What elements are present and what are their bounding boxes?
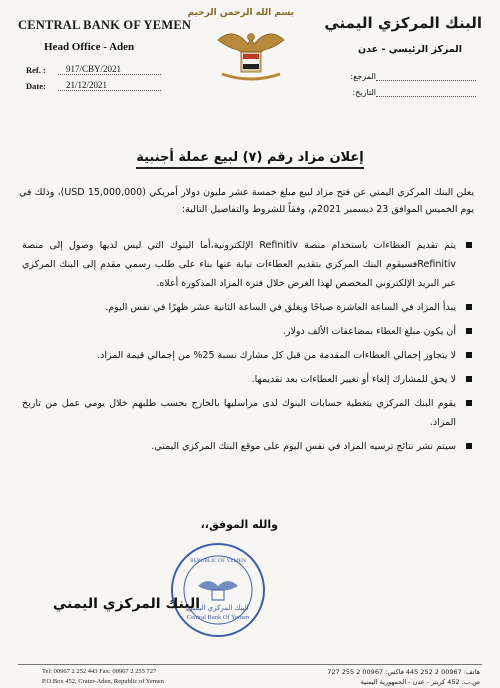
stamp-text-en: Central Bank Of Yemen [186, 614, 250, 621]
stamp-seal-icon [168, 540, 268, 640]
intro-paragraph: يعلن البنك المركزي اليمني عن فتح مزاد لبيع مبلغ خمسة عشر مليون دولار أمريكي (15,000,000 USD)، وذلك في يوم الخميس الموافق 23 ديسمبر 2021م، وفقاً للشروط والتفاصيل التالية: [19, 187, 474, 215]
footer-tel-en: Tel: 00967 2 252 443 Fax: 00967 2 255 727 [42, 668, 157, 675]
bank-name-en: CENTRAL BANK OF YEMEN [18, 18, 192, 32]
list-item: يقوم البنك المركزي بتغطية حسابات البنوك لدى مراسليها بالخارج بحسب طلبهم خلال يومي عمل من تاريخ المزاد. [22, 394, 472, 432]
ref-row-ar [350, 72, 480, 81]
terms-list [22, 236, 472, 461]
eagle-icon [208, 18, 294, 88]
ref-value: 917/CBY/2021 [58, 64, 161, 75]
announcement-title: إعلان مزاد رقم (٧) لبيع عملة أجنبية [0, 150, 500, 165]
closing-text: والله الموفق،، [200, 518, 278, 531]
ref-label-ar: المرجع: [350, 72, 376, 81]
list-item: لا يتجاوز إجمالي العطاءات المقدمة من قبل كل مشارك نسبة 25% من إجمالي قيمة المزاد. [22, 346, 472, 365]
list-item: يتم تقديم العطاءات باستخدام منصة Refinitiv الإلكترونية،أما البنوك التي ليس لديها وصول إلى منصة Refinitivفسيقوم البنك المركزي بتقديم العطاءات نيابة عنها بناء على طلب رسمي مقدم إلى البنك المركزي عبر البريد الإلكتروني المخصص لهذا الغرض خلال فترة المزاد المذكورة أعلاه. [22, 236, 472, 293]
date-label-ar: التاريخ: [352, 88, 376, 97]
footer-address-en: P.O.Box 452, Crater-Aden, Republic of Yemen [42, 678, 164, 685]
list-item: لا يحق للمشارك إلغاء أو تغيير العطاءات بعد تقديمها. [22, 370, 472, 389]
head-office-en: Head Office - Aden [44, 41, 135, 53]
date-row [26, 80, 161, 91]
basmala-inscription: بسم الله الرحمن الرحيم [187, 8, 294, 18]
footer-divider [18, 664, 482, 665]
bank-name-ar: البنك المركزي اليمني [324, 14, 482, 32]
date-row-ar [353, 88, 480, 97]
footer-tel-ar: هاتف: 00967 2 252 445 فاكس: 00967 2 255 727 [327, 668, 480, 676]
stamp-text-ar: البنك المركزي اليمني [187, 604, 249, 612]
ref-row [26, 64, 161, 75]
list-item: سيتم نشر نتائج ترسيه المزاد في نفس اليوم على موقع البنك المركزي اليمني. [22, 437, 472, 456]
signature-text: البنك المركزي اليمني [52, 596, 200, 612]
stamp-republic: REPUBLIC OF YEMEN [190, 558, 246, 564]
footer-address-ar: ص.ب: 452 كريتر - عدن - الجمهورية اليمنية [360, 678, 480, 686]
list-item: يبدأ المزاد في الساعة العاشرة صباحًا ويغلق في الساعة الثانية عشر ظهرًا في نفس اليوم. [22, 298, 472, 317]
head-office-ar: المركز الرئيسي - عدن [358, 44, 462, 55]
date-label: Date: [26, 81, 46, 91]
date-value: 21/12/2021 [58, 80, 161, 91]
ref-label: Ref. : [26, 65, 46, 75]
yemen-emblem [187, 8, 294, 90]
official-stamp [168, 540, 268, 640]
list-item: أن يكون مبلغ العطاء بمضاعفات الألف دولار. [22, 322, 472, 341]
